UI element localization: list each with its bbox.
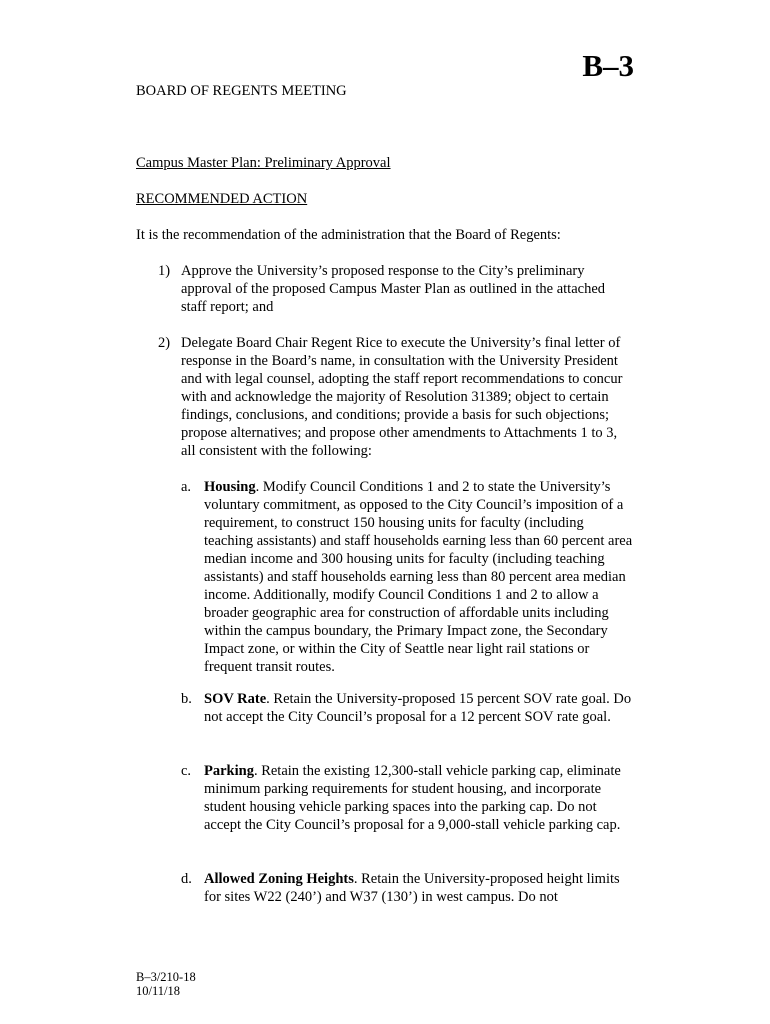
subitem-body — [204, 478, 636, 676]
footer-reference: B–3/210-18 — [136, 970, 196, 984]
item-text: Approve the University’s proposed response to the City’s preliminary approval of the proposed Campus Master Plan as outlined in the attached staff report; and — [181, 263, 606, 315]
recommendation-intro: It is the recommendation of the administration that the Board of Regents: — [136, 227, 561, 243]
subject-title: Campus Master Plan: Preliminary Approval — [136, 155, 391, 171]
subitem-body — [204, 870, 636, 906]
subitem-marker: d. — [181, 871, 192, 887]
subitem-text: . Modify Council Conditions 1 and 2 to state the University’s voluntary commitment, as opposed to the City Council’s imposition of a requirement, to construct 150 housing units for faculty (including teaching assistants) and staff households earning less than 60 percent area median income and 300 housing units for faculty (including teaching assistants) and staff households earning less than 80 percent area median income. Additionally, modify Council Conditions 1 and 2 to allow a broader geographic area for construction of affordable units including within the campus boundary, the Primary Impact zone, the Secondary Impact zone, or within the City of Seattle near light rail stations or frequent transit routes. — [204, 479, 633, 675]
subitem-marker: b. — [181, 691, 192, 707]
subitem-term: Allowed Zoning Heights — [204, 871, 354, 887]
subitem-text: . Retain the University-proposed 15 percent SOV rate goal. Do not accept the City Council’s proposal for a 12 percent SOV rate goal. — [204, 691, 632, 725]
meeting-title: BOARD OF REGENTS MEETING — [136, 83, 347, 99]
document-id: B–3 — [582, 48, 634, 83]
subitem-marker: c. — [181, 763, 192, 779]
subitem-term: Parking — [204, 763, 254, 779]
subitem-body — [204, 762, 636, 834]
subitem-term: SOV Rate — [204, 691, 267, 707]
subitem-text: . Retain the existing 12,300-stall vehicle parking cap, eliminate minimum parking requirements for student housing, and incorporate student housing vehicle parking spaces into the parking cap. Do not accept the City Council’s proposal for a 9,000-stall vehicle parking cap. — [204, 763, 621, 833]
subitem-term: Housing — [204, 479, 256, 495]
subitem-body — [204, 690, 636, 726]
recommended-action-heading: RECOMMENDED ACTION — [136, 191, 308, 207]
item-text: Delegate Board Chair Regent Rice to execute the University’s final letter of response in the Board’s name, in consultation with the University President and with legal counsel, adopting the staff report recommendations to concur with and acknowledge the majority of Resolution 31389; object to certain findings, conclusions, and conditions; provide a basis for such objections; propose alternatives; and propose other amendments to Attachments 1 to 3, all consistent with the following: — [181, 335, 623, 459]
subitem-text: . Retain the University-proposed height limits for sites W22 (240’) and W37 (130’) in west campus. Do not — [204, 871, 620, 905]
item-marker: 2) — [158, 335, 171, 351]
item-marker: 1) — [158, 263, 171, 279]
subitem-marker: a. — [181, 479, 192, 495]
footer-date: 10/11/18 — [136, 984, 180, 998]
page-footer — [136, 970, 196, 998]
